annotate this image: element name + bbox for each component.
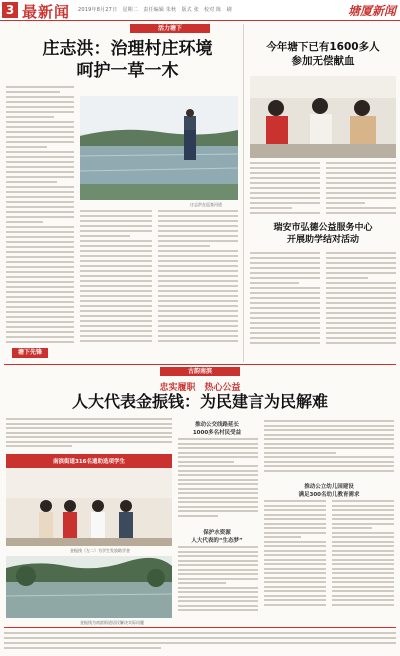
photo-lake-svg <box>6 556 172 618</box>
hongde-article-col1 <box>250 252 320 348</box>
column-tag-huoli: 活力塘下 <box>130 24 210 33</box>
bottom-photo-ceremony <box>6 454 172 546</box>
masthead <box>0 0 400 21</box>
article-body-col3 <box>158 210 238 346</box>
hongde-article-col2 <box>326 252 396 348</box>
blood-headline-line-2: 参加无偿献血 <box>291 55 355 67</box>
photo-ceremony-svg <box>6 454 172 546</box>
column-tag-guyun: 古韵南滨 <box>160 367 240 376</box>
photo-caption-lake: 金振钱为南滨街道居民解决实际问题 <box>80 620 144 625</box>
article-kicker: 忠实履职 热心公益 <box>159 383 241 393</box>
tangxia-pioneer-tag: 塘下先锋 <box>12 348 48 358</box>
footer-note <box>4 627 396 653</box>
newspaper-logo: 塘厦新闻 <box>347 4 396 18</box>
photo-caption-ceremony: 金振钱（左二）为学生发放助学金 <box>70 548 130 553</box>
footer-lines <box>4 632 396 652</box>
edition-meta: 2019年8月27日 星期二 责任编辑 朱秋 版式 张 校对 陈 刷 <box>78 7 232 13</box>
bottom-body-col3a <box>264 420 394 480</box>
article-body-col2 <box>80 210 152 346</box>
hongde-headline-line-2: 开展助学结对活动 <box>286 235 359 245</box>
headline-line-2: 呵护一草一木 <box>76 61 179 81</box>
subhead-bus-line-1: 推动公交线路延长 <box>194 422 239 428</box>
ceremony-banner-text: 南滨街道316名遗助选项学生 <box>53 459 125 465</box>
section-title: 最新闻 <box>22 3 71 21</box>
section-divider <box>4 364 396 365</box>
subhead-bus <box>176 420 258 436</box>
subhead-bus-line-2: 1000多名村民受益 <box>192 430 242 436</box>
article-photo-river <box>80 96 238 200</box>
article-photo-donation <box>250 76 396 158</box>
article-headline-bottom: 人大代表金振钱：为民建言为民解难 <box>71 392 328 411</box>
bottom-body-col3c <box>332 500 394 622</box>
article-body-col1 <box>6 86 74 346</box>
subhead-water-line-2: 人大代表的“生态梦” <box>191 538 243 544</box>
subhead-kg-line-1: 推动公立幼儿园建设 <box>304 484 354 490</box>
blood-article-col1 <box>250 162 320 216</box>
page-number: 3 <box>2 2 18 18</box>
article-headline-left <box>20 38 235 82</box>
article-headline-blood <box>248 40 398 68</box>
blood-headline-line-1: 今年塘下已有1600多人 <box>266 41 380 53</box>
bottom-body-col3b <box>264 500 326 622</box>
bottom-lead <box>6 418 172 450</box>
subhead-water <box>176 528 258 544</box>
bottom-photo-lake <box>6 556 172 618</box>
hongde-headline-line-1: 瑞安市弘德公益服务中心 <box>273 223 373 233</box>
bottom-body-col2a <box>178 438 258 524</box>
bottom-body-col2b <box>178 546 258 622</box>
photo-river-svg <box>80 96 238 200</box>
subhead-kg-line-2: 满足300名幼儿教育需求 <box>298 492 360 498</box>
photo-caption-left: 庄志洪在巡查河道 <box>190 202 222 207</box>
column-divider <box>243 24 244 362</box>
blood-article-col2 <box>326 162 396 216</box>
article-headline-hongde <box>248 222 398 246</box>
photo-donation-svg <box>250 76 396 158</box>
subhead-kindergarten <box>264 482 394 498</box>
headline-line-1: 庄志洪：治理村庄环境 <box>42 39 213 59</box>
subhead-water-line-1: 保护水资源 <box>203 530 231 536</box>
